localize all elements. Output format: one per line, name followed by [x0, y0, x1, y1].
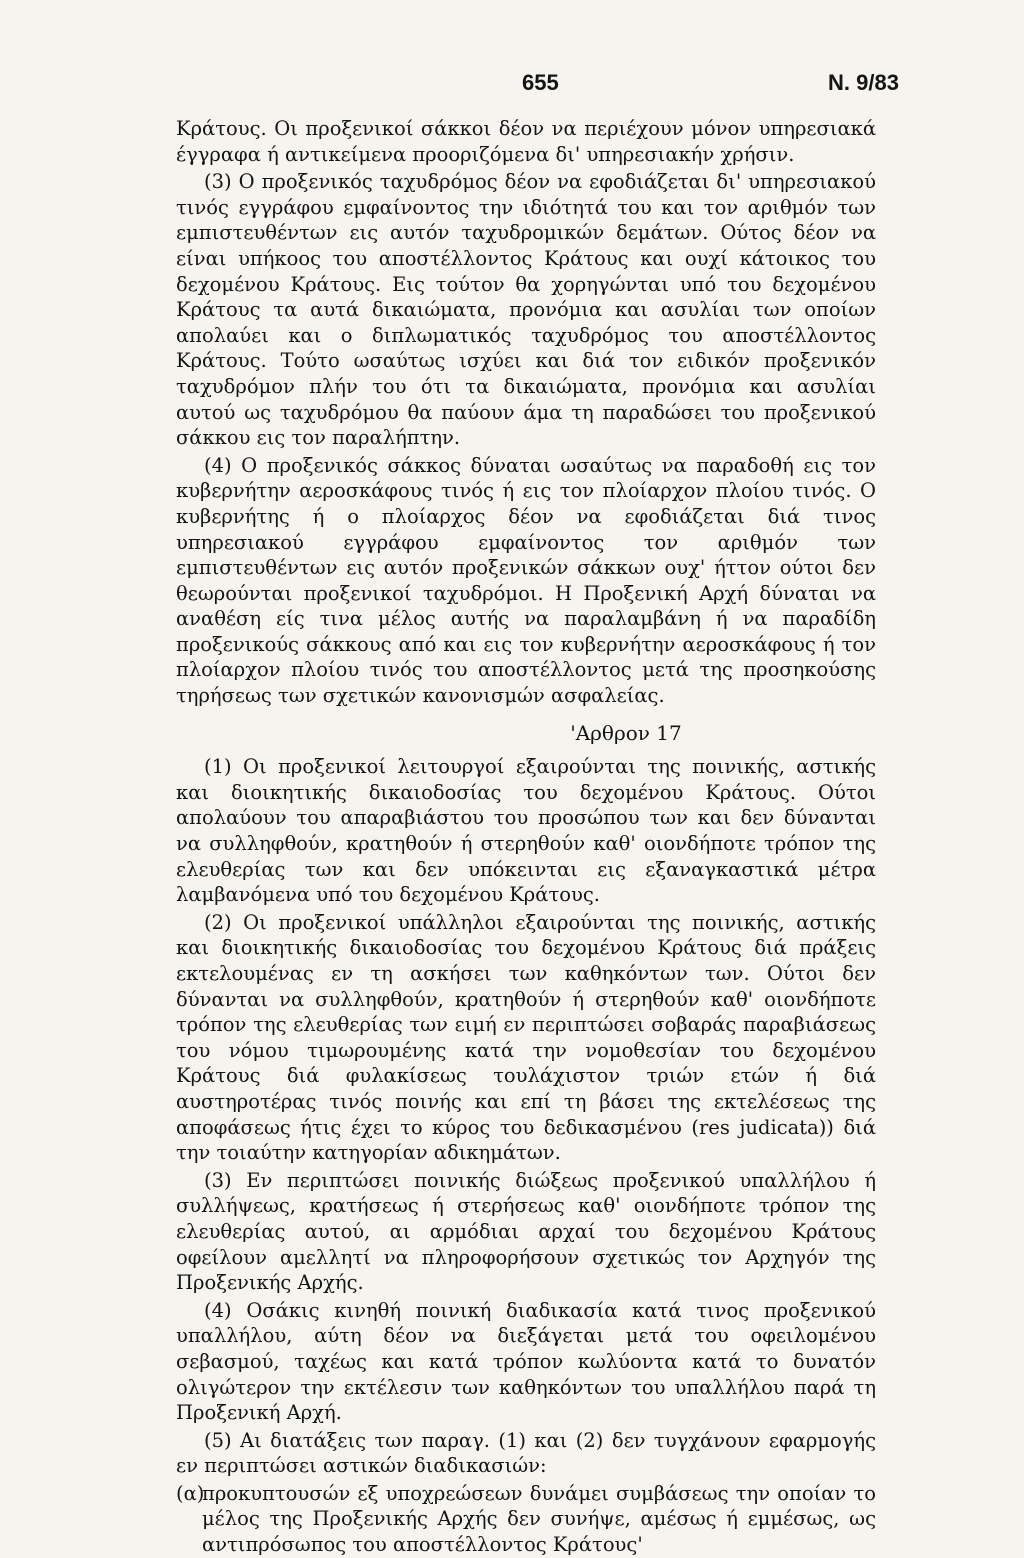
sub-item-label: (α): [176, 1481, 205, 1505]
article-paragraph: (2) Οι προξενικοί υπάλληλοι εξαιρούνται της ποινικής, αστικής και διοικητικής δικαιοδοσίας του δεχομένου Κράτους διά πράξεις εκτελουμένας εν τη ασκήσει των καθηκόντων των. Ούτοι δεν δύνανται να συλληφθούν, κρατηθούν ή στερηθούν καθ' οιονδήποτε τρόπον της ελευθερίας των ειμή εν περιπτώσει σοβαράς παραβιάσεως του νόμου τιμωρουμένης κατά την νομοθεσίαν του δεχομένου Κράτους διά φυλακίσεως τουλάχιστον τριών ετών ή διά αυστηροτέρας τινός ποινής και επί τη βάσει της εκτελέσεως της αποφάσεως ήτις έχει το κύρος του δεδικασμένου (res judicata)) διά την τοιαύτην κατηγορίαν αδικημάτων.: [176, 910, 876, 1165]
article-paragraph: (4) Οσάκις κινηθή ποινική διαδικασία κατά τινος προξενικού υπαλλήλου, αύτη δέον να διεξάγεται μετά του οφειλομένου σεβασμού, ταχέως και κατά τρόπον κωλύοντα κατά το δυνατόν ολιγώτερον την εκτέλεσιν των καθηκόντων του υπαλλήλου παρά τη Προξενική Αρχή.: [176, 1298, 876, 1425]
article-paragraph: (3) Εν περιπτώσει ποινικής διώξεως προξενικού υπαλλήλου ή συλλήψεως, κρατήσεως ή στερήσεως καθ' οιονδήποτε τρόπον της ελευθερίας αυτού, αι αρμόδιαι αρχαί του δεχομένου Κράτους οφείλουν αμελλητί να πληροφορήσουν σχετικώς τον Αρχηγόν της Προξενικής Αρχής.: [176, 1168, 876, 1295]
sub-item-text: προκυπτουσών εξ υποχρεώσεων δυνάμει συμβάσεως την οποίαν το μέλος της Προξενικής Αρχής δεν συνήψε, αμέσως ή εμμέσως, ως αντιπρόσωπος του αποστέλλοντος Κράτους': [202, 1481, 876, 1557]
article-paragraph: (5) Αι διατάξεις των παραγ. (1) και (2) δεν τυγχάνουν εφαρμογής εν περιπτώσει αστικών διαδικασιών:: [176, 1428, 876, 1478]
page-number: 655: [522, 70, 559, 95]
sub-item: [176, 1481, 876, 1558]
document-body: [176, 116, 876, 1558]
law-number: Ν. 9/83: [828, 70, 899, 95]
paragraph: Κράτους. Οι προξενικοί σάκκοι δέον να περιέχουν μόνον υπηρεσιακά έγγραφα ή αντικείμενα προοριζόμενα δι' υπηρεσιακήν χρήσιν.: [176, 117, 876, 166]
page-header: [0, 70, 1024, 106]
paragraph: (3) Ο προξενικός ταχυδρόμος δέον να εφοδιάζεται δι' υπηρεσιακού τινός εγγράφου εμφαίνοντος την ιδιότητά του και τον αριθμόν των εμπιστευθέντων εις αυτόν ταχυδρομικών δεμάτων. Ούτος δέον να είναι υπήκοος του αποστέλλοντος Κράτους και ουχί κάτοικος του δεχομένου Κράτους. Εις τούτον θα χορηγώνται υπό του δεχομένου Κράτους τα αυτά δικαιώματα, προνόμια και ασυλίαι των οποίων απολαύει και ο διπλωματικός ταχυδρόμος του αποστέλλοντος Κράτους. Τούτο ωσαύτως ισχύει και διά τον ειδικόν προξενικόν ταχυδρόμον πλήν του ότι τα δικαιώματα, προνόμια και ασυλίαι αυτού ως ταχυδρόμου θα παύουν άμα τη παραδώσει του προξενικού σάκκου εις τον παραλήπτην.: [176, 170, 876, 450]
article-heading: 'Αρθρον 17: [570, 720, 682, 745]
paragraph: (4) Ο προξενικός σάκκος δύναται ωσαύτως να παραδοθή εις τον κυβερνήτην αεροσκάφους τινός ή εις τον πλοίαρχον πλοίου τινός. Ο κυβερνήτης ή ο πλοίαρχος δέον να εφοδιάζεται διά τινος υπηρεσιακού εγγράφου εμφαίνοντος τον αριθμόν των εμπιστευθέντων εις αυτόν προξενικών σάκκων ουχ' ήττον ούτοι δεν θεωρούνται προξενικοί ταχυδρόμοι. Η Προξενική Αρχή δύναται να αναθέση είς τινα μέλος αυτής να παραλαμβάνη ή να παραδίδη προξενικούς σάκκους από και εις τον κυβερνήτην αεροσκάφους ή τον πλοίαρχον πλοίου τινός του αποστέλλοντος μετά της προσηκούσης τηρήσεως των σχετικών κανονισμών ασφαλείας.: [176, 453, 876, 708]
article-paragraph: (1) Οι προξενικοί λειτουργοί εξαιρούνται της ποινικής, αστικής και διοικητικής δικαιοδοσίας του δεχομένου Κράτους. Ούτοι απολαύουν του απαραβιάστου του προσώπου των και δεν δύνανται να συλληφθούν, κρατηθούν ή στερηθούν καθ' οιονδήποτε τρόπον της ελευθερίας των και δεν υπόκεινται εις εξαναγκαστικά μέτρα λαμβανόμενα υπό του δεχομένου Κράτους.: [176, 755, 876, 907]
